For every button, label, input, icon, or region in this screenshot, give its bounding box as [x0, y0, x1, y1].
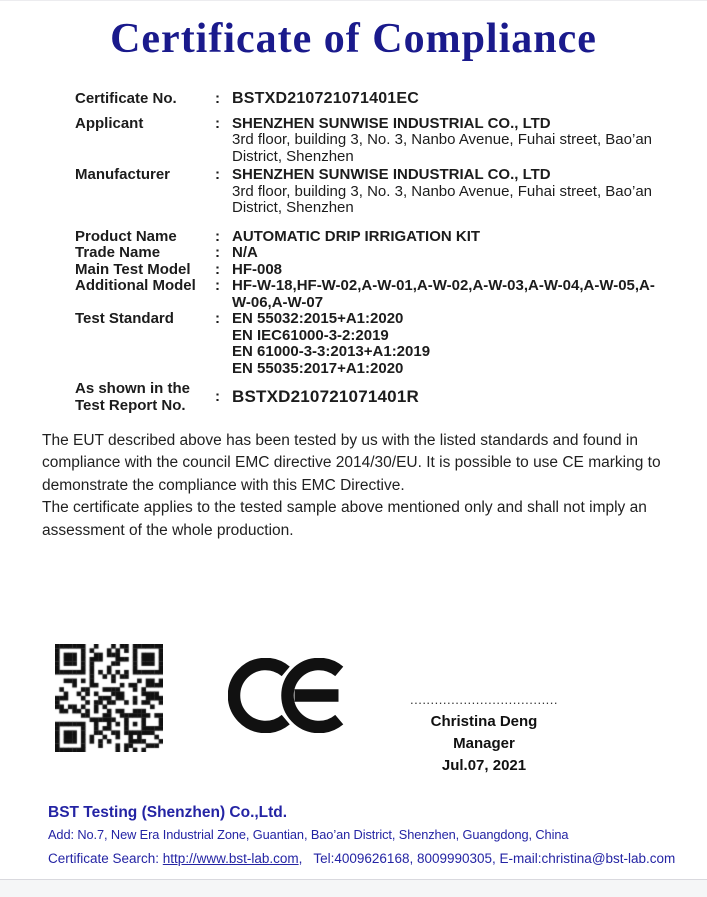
signature-date: Jul.07, 2021	[441, 757, 527, 774]
additional-model-value: HF-W-18,HF-W-02,A-W-01,A-W-02,A-W-03,A-W-04,A-W-05,A-W-06,A-W-07	[232, 277, 655, 311]
colon: :	[215, 388, 220, 406]
row-manufacturer	[75, 167, 659, 217]
test-standard-line: EN IEC61000-3-2:2019	[232, 326, 389, 344]
colon: :	[215, 166, 220, 183]
row-applicant	[75, 116, 659, 166]
colon: :	[215, 114, 220, 132]
test-standard-line: EN 55032:2015+A1:2020	[232, 310, 404, 327]
row-trade-name	[75, 245, 659, 262]
certificate-title: Certificate of Compliance	[110, 16, 597, 62]
test-standard-label: Test Standard	[75, 310, 174, 327]
colon: :	[215, 90, 220, 107]
additional-model-label: Additional Model	[75, 277, 196, 294]
footer-address: Add: No.7, New Era Industrial Zone, Guantian, Bao’an District, Shenzhen, Guangdong, China	[48, 827, 569, 842]
statement-paragraph-2: The certificate applies to the tested sample above mentioned only and shall not imply an assessment of the whole production.	[42, 499, 647, 539]
signatory-name: Christina Deng	[430, 713, 538, 730]
main-test-model-value: HF-008	[232, 260, 283, 278]
colon: :	[215, 310, 220, 327]
manufacturer-address: 3rd floor, building 3, No. 3, Nanbo Avenue, Fuhai street, Bao’an District, Shenzhen	[232, 182, 652, 216]
colon: :	[215, 227, 220, 245]
main-test-model-label: Main Test Model	[75, 260, 191, 278]
footer-company-name: BST Testing (Shenzhen) Co.,Ltd.	[48, 804, 288, 821]
manufacturer-name: SHENZHEN SUNWISE INDUSTRIAL CO., LTD	[232, 166, 551, 183]
footer	[48, 804, 687, 867]
row-certificate-no	[75, 91, 659, 108]
row-additional-model	[75, 278, 659, 311]
test-standard-value	[232, 311, 659, 377]
row-main-test-model	[75, 262, 659, 279]
footer-search-line	[48, 850, 687, 867]
applicant-name: SHENZHEN SUNWISE INDUSTRIAL CO., LTD	[232, 114, 551, 132]
test-report-no-label: As shown in the Test Report No.	[75, 380, 191, 414]
colon: :	[215, 260, 220, 278]
row-test-standard	[75, 311, 659, 377]
product-name-label: Product Name	[75, 227, 177, 245]
certificate-search-label: Certificate Search:	[48, 851, 163, 866]
trade-name-label: Trade Name	[75, 244, 161, 261]
manufacturer-label: Manufacturer	[75, 166, 171, 183]
applicant-label: Applicant	[75, 114, 144, 132]
footer-contact: , Tel:4009626168, 8009990305, E-mail:christina@bst-lab.com	[298, 851, 676, 866]
test-standard-line: EN 55035:2017+A1:2020	[232, 359, 404, 377]
signature-block	[403, 693, 565, 777]
trade-name-value: N/A	[232, 244, 258, 261]
qr-code-icon	[55, 644, 163, 752]
row-product-name	[75, 229, 659, 246]
product-name-value: AUTOMATIC DRIP IRRIGATION KIT	[232, 227, 481, 245]
certificate-no-value: BSTXD210721071401EC	[232, 90, 420, 107]
applicant-address: 3rd floor, building 3, No. 3, Nanbo Avenue, Fuhai street, Bao’an District, Shenzhen	[232, 131, 652, 165]
colon: :	[215, 277, 220, 294]
signature-line: ....................................	[409, 693, 559, 707]
certificate-search-link[interactable]: http://www.bst-lab.com	[162, 851, 299, 866]
colon: :	[215, 244, 220, 261]
signatory-role: Manager	[453, 735, 515, 752]
compliance-statement	[42, 430, 669, 542]
statement-paragraph-1: The EUT described above has been tested by us with the listed standards and found in compliance with the council EMC directive 2014/30/EU. It is possible to use CE marking to demonstrate the compliance with this EMC Directive.	[42, 432, 661, 494]
test-report-no-value: BSTXD210721071401R	[232, 387, 419, 407]
test-standard-line: EN 61000-3-3:2013+A1:2019	[232, 343, 431, 360]
ce-mark-icon	[228, 658, 345, 733]
certificate-no-label: Certificate No.	[75, 90, 177, 107]
manufacturer-value	[232, 167, 659, 217]
certificate-details	[75, 91, 659, 414]
applicant-value	[232, 116, 659, 166]
row-test-report-no	[75, 381, 659, 414]
